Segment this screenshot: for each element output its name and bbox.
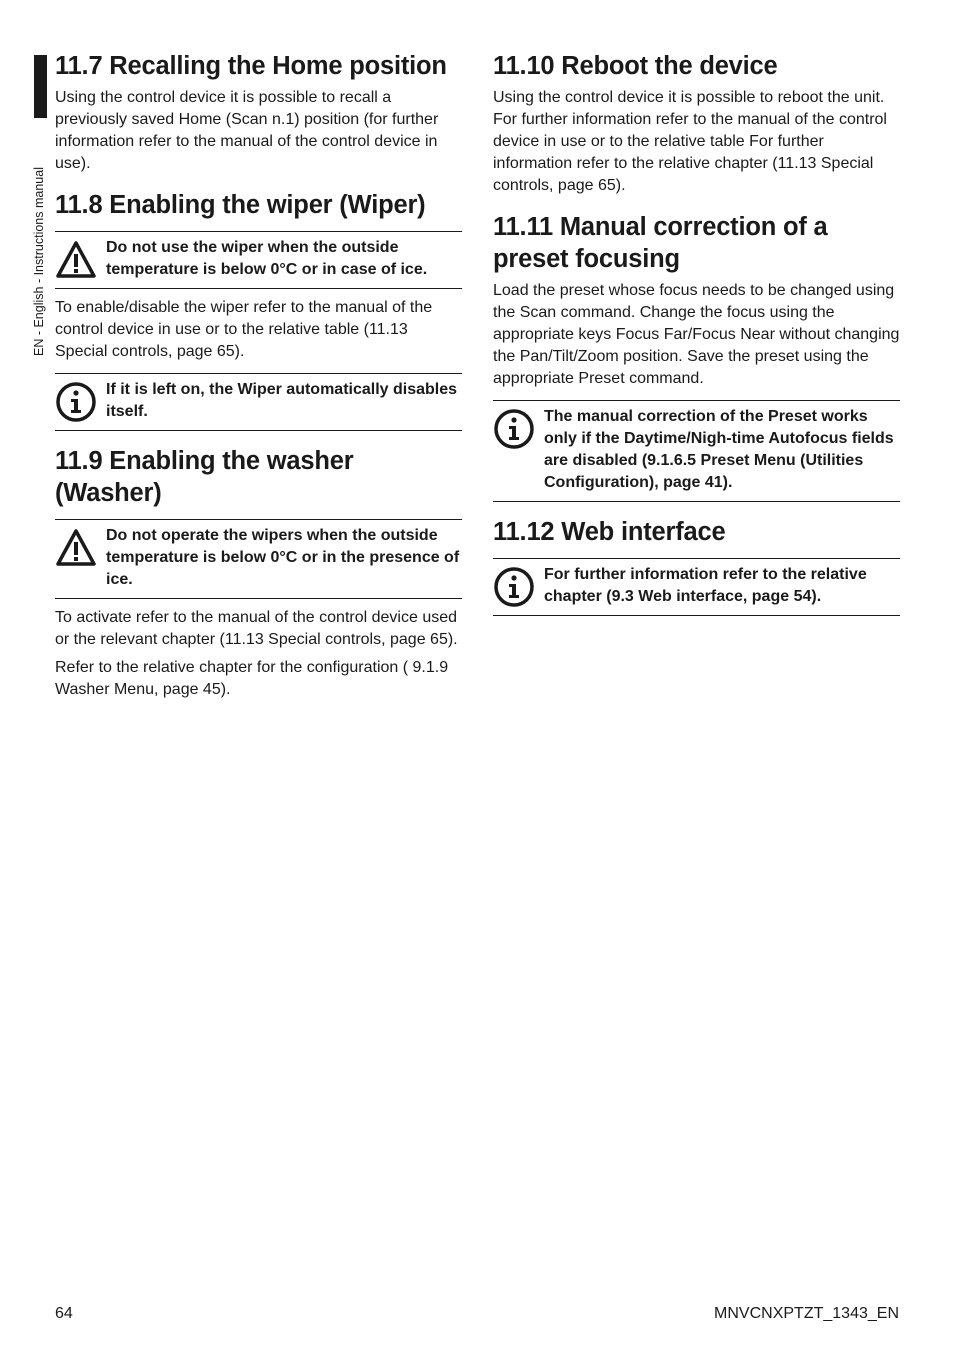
section-title: 11.8 Enabling the wiper (Wiper)	[55, 191, 426, 219]
info-note	[493, 558, 900, 616]
section-11-12	[493, 516, 900, 616]
section-title: 11.10 Reboot the device	[493, 52, 778, 80]
section-11-11	[493, 211, 900, 502]
section-title: 11.7 Recalling the Home position	[55, 52, 447, 80]
sidebar-label: EN - English - Instructions manual	[32, 167, 46, 356]
info-circle-icon	[493, 566, 535, 608]
warning-triangle-icon	[55, 239, 97, 281]
section-title: 11.9 Enabling the washer (Washer)	[55, 447, 354, 507]
info-text: If it is left on, the Wiper automatically disables itself.	[106, 381, 458, 420]
section-11-7	[55, 50, 462, 175]
warning-triangle-icon	[55, 527, 97, 569]
page-number: 64	[55, 1305, 73, 1322]
section-11-9	[55, 445, 462, 701]
info-circle-icon	[55, 381, 97, 423]
info-text: For further information refer to the relative chapter (9.3 Web interface, page 54).	[544, 566, 867, 605]
section-marker-bar	[34, 55, 47, 118]
info-circle-icon	[493, 408, 535, 450]
left-column	[55, 50, 462, 707]
section-body: Load the preset whose focus needs to be changed using the Scan command. Change the focus using the appropriate keys Focus Far/Focus Near without changing the Pan/Tilt/Zoom position. Save the preset using the appropriate Preset command.	[493, 282, 900, 387]
section-body: Using the control device it is possible to recall a previously saved Home (Scan n.1) position (for further information refer to the manual of the control device in use).	[55, 89, 439, 172]
warning-text: Do not use the wiper when the outside temperature is below 0°C or in case of ice.	[106, 239, 428, 278]
right-column	[493, 50, 900, 624]
warning-text: Do not operate the wipers when the outside temperature is below 0°C or in the presence of ice.	[106, 527, 460, 588]
section-body: Refer to the relative chapter for the configuration ( 9.1.9 Washer Menu, page 45).	[55, 659, 449, 698]
info-text: The manual correction of the Preset works only if the Daytime/Nigh-time Autofocus fields are disabled (9.1.6.5 Preset Menu (Utilities Configuration), page 41).	[544, 408, 894, 491]
info-note	[55, 373, 462, 431]
section-11-8	[55, 189, 462, 431]
section-body: Using the control device it is possible to reboot the unit. For further information refer to the manual of the control device in use or to the relative table For further information refer to the relative chapter (11.13 Special controls, page 65).	[493, 89, 887, 194]
info-note	[493, 400, 900, 502]
section-11-10	[493, 50, 900, 197]
warning-note	[55, 231, 462, 289]
warning-note	[55, 519, 462, 599]
section-body: To activate refer to the manual of the control device used or the relevant chapter (11.13 Special controls, page 65).	[55, 609, 458, 648]
section-title: 11.12 Web interface	[493, 518, 726, 546]
section-title: 11.11 Manual correction of a preset focusing	[493, 213, 828, 273]
document-code: MNVCNXPTZT_1343_EN	[714, 1305, 899, 1322]
section-body: To enable/disable the wiper refer to the manual of the control device in use or to the relative table (11.13 Special controls, page 65).	[55, 299, 433, 360]
